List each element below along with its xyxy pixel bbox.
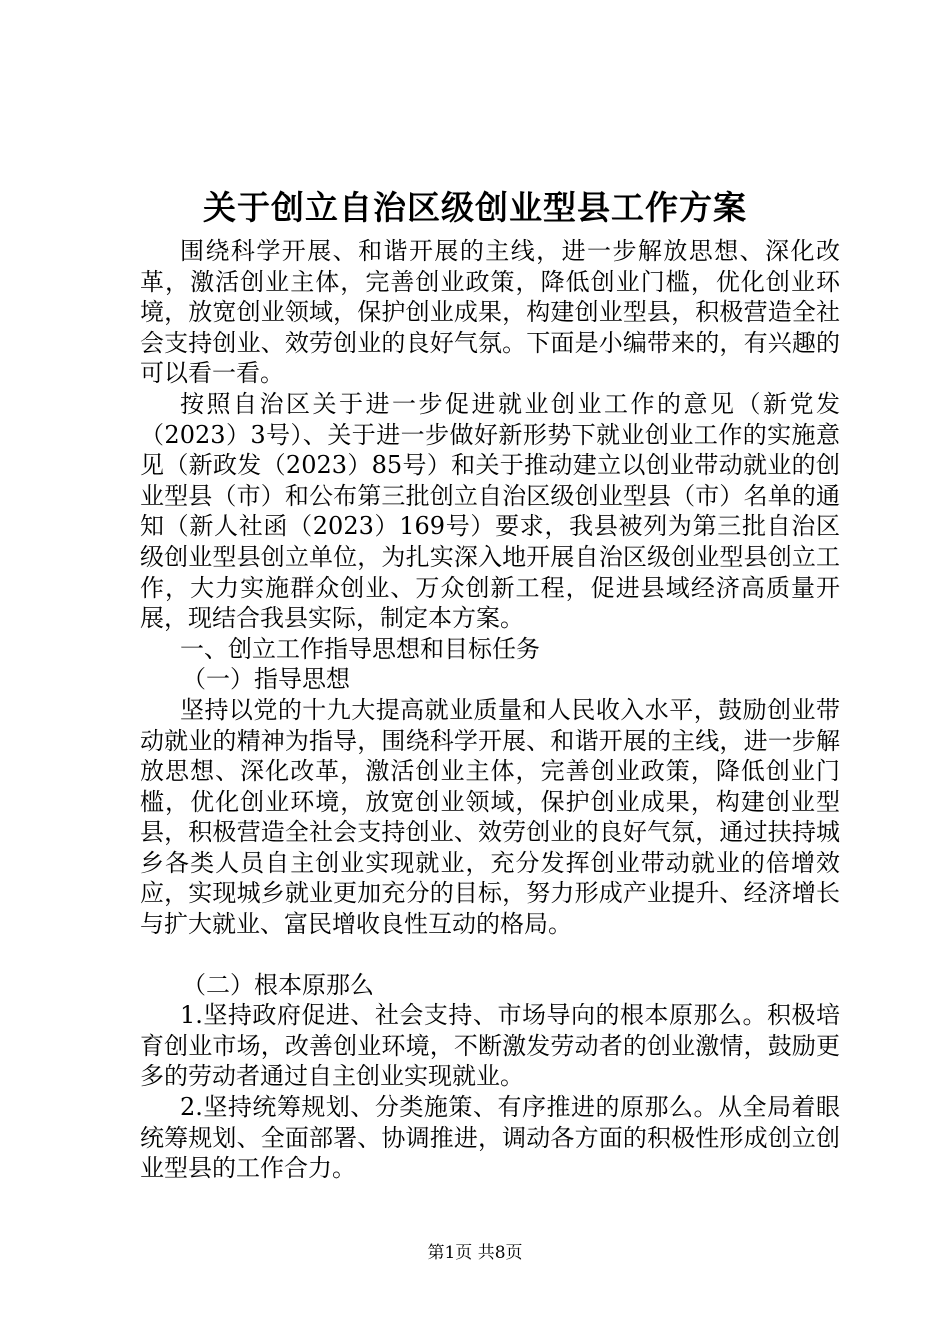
principle-item-2: 2.坚持统筹规划、分类施策、有序推进的原那么。从全局着眼统筹规划、全面部署、协调推进，调动各方面的积极性形成创立创业型县的工作合力。 [140,1093,840,1183]
subsection-two-heading: （二）根本原那么 [182,970,374,999]
principle-item-1: 1.坚持政府促进、社会支持、市场导向的根本原那么。积极培育创业市场，改善创业环境，不断激发劳动者的创业激情，鼓励更多的劳动者通过自主创业实现就业。 [140,1001,840,1091]
basis-paragraph: 按照自治区关于进一步促进就业创业工作的意见（新党发（2023）3号）、关于进一步做好新形势下就业创业工作的实施意见（新政发（2023）85号）和关于推动建立以创业带动就业的创业型县（市）和公布第三批创立自治区级创业型县（市）名单的通知（新人社函（2023）169号）要求，我县被列为第三批自治区级创业型县创立单位，为扎实深入地开展自治区级创业型县创立工作，大力实施群众创业、万众创新工程，促进县域经济高质量开展，现结合我县实际，制定本方案。 [140,389,840,633]
document-title: 关于创立自治区级创业型县工作方案 [203,188,747,227]
guiding-thought-paragraph: 坚持以党的十九大提高就业质量和人民收入水平，鼓励创业带动就业的精神为指导，围绕科学开展、和谐开展的主线，进一步解放思想、深化改革，激活创业主体，完善创业政策，降低创业门槛，优化创业环境，放宽创业领域，保护创业成果，构建创业型县，积极营造全社会支持创业、效劳创业的良好气氛，通过扶持城乡各类人员自主创业实现就业，充分发挥创业带动就业的倍增效应，实现城乡就业更加充分的目标，努力形成产业提升、经济增长与扩大就业、富民增收良性互动的格局。 [140,695,840,939]
intro-paragraph: 围绕科学开展、和谐开展的主线，进一步解放思想、深化改革，激活创业主体，完善创业政策，降低创业门槛，优化创业环境，放宽创业领域，保护创业成果，构建创业型县，积极营造全社会支持创业、效劳创业的良好气氛。下面是小编带来的，有兴趣的可以看一看。 [140,237,840,388]
document-body [140,236,840,1184]
section-one-heading: 一、创立工作指导思想和目标任务 [180,634,540,663]
page-footer: 第1页 共8页 [427,1243,523,1263]
subsection-one-heading: （一）指导思想 [182,665,350,694]
